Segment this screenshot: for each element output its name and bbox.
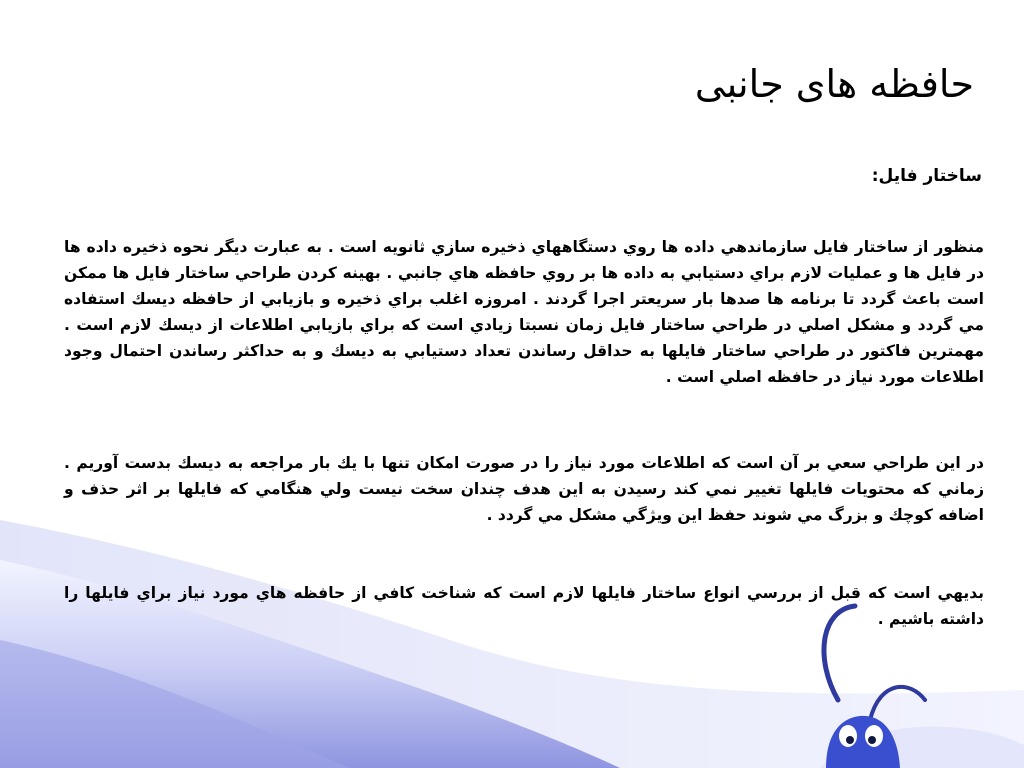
body-paragraph: بديهي است كه قبل از بررسي انواع ساختار فايلها لازم است كه شناخت كافي از حافظه هاي مورد نياز براي فايلها را داشته باشيم . bbox=[64, 584, 984, 628]
section-heading: ساختار فایل: bbox=[871, 166, 982, 186]
slide-title: حافظه های جانبی bbox=[694, 62, 974, 106]
body-paragraph: منظور از ساختار فایل سازماندهي داده ها روي دستگاههاي ذخيره سازي ثانويه است . به عبارت ديگر نحوه ذخيره داده ها در فايل ها و عمليات لازم براي دستيابي به داده ها بر روي حافظه هاي جانبي . بهينه كردن طراحي ساختار فايل ها ممكن است باعث گردد تا برنامه ها صدها بار سريعتر اجرا گردند . امروزه اغلب براي ذخيره و بازيابي از حافظه ديسك استفاده مي گردد و مشكل اصلي در طراحي ساختار فايل زمان نسبتا زيادي است كه براي بازيابي اطلاعات از ديسك لازم است . مهمترين فاكتور در طراحي ساختار فايلها به حداقل رساندن تعداد دستيابي به ديسك و به حداكثر رساندن احتمال وجود اطلاعات مورد نياز در حافظه اصلي است . bbox=[64, 238, 984, 386]
body-paragraph: در اين طراحي سعي بر آن است كه اطلاعات مورد نياز را در صورت امكان تنها با يك بار مراجعه به ديسك بدست آوريم . زماني كه محتويات فايلها تغيير نمي كند رسيدن به اين هدف چندان سخت نيست ولي هنگامي كه فايلها بر اثر حذف و اضافه كوچك و بزرگ مي شوند حفظ اين ويژگي مشكل مي گردد . bbox=[64, 454, 984, 524]
